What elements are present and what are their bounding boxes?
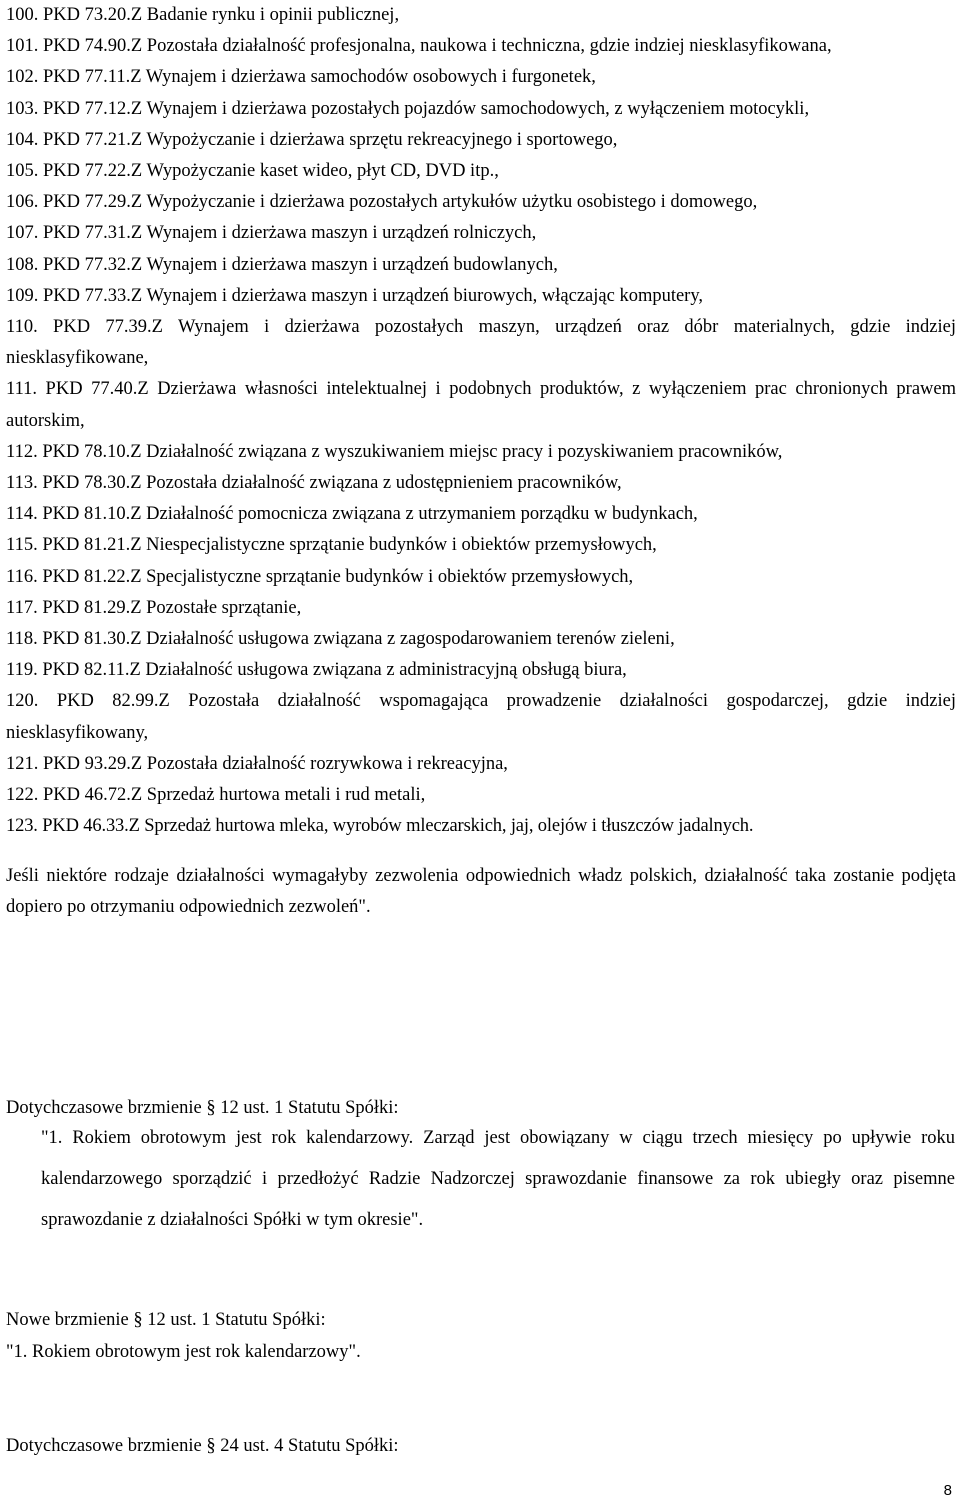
list-item: 109. PKD 77.33.Z Wynajem i dzierżawa maszyn i urządzeń biurowych, włączając komputery, xyxy=(6,285,704,306)
section-12-new-heading: Nowe brzmienie § 12 ust. 1 Statutu Spółki: xyxy=(6,1310,326,1330)
permits-paragraph: Jeśli niektóre rodzaje działalności wymagałyby zezwolenia odpowiednich władz polskich, działalność taka zostanie podjęta dopiero po otrzymaniu odpowiednich zezwoleń". xyxy=(6,866,956,918)
list-item: 113. PKD 78.30.Z Pozostała działalność związana z udostępnieniem pracowników, xyxy=(6,473,622,494)
list-item: 118. PKD 81.30.Z Działalność usługowa związana z zagospodarowaniem terenów zieleni, xyxy=(6,629,675,650)
list-item: 105. PKD 77.22.Z Wypożyczanie kaset wideo, płyt CD, DVD itp., xyxy=(6,161,499,182)
list-item: 103. PKD 77.12.Z Wynajem i dzierżawa pozostałych pojazdów samochodowych, z wyłączeniem motocykli, xyxy=(6,98,810,119)
list-item: 101. PKD 74.90.Z Pozostała działalność profesjonalna, naukowa i techniczna, gdzie indziej niesklasyfikowana, xyxy=(6,36,832,57)
list-item: 116. PKD 81.22.Z Specjalistyczne sprzątanie budynków i obiektów przemysłowych, xyxy=(6,566,634,587)
list-item: 108. PKD 77.32.Z Wynajem i dzierżawa maszyn i urządzeń budowlanych, xyxy=(6,254,558,275)
list-item: 102. PKD 77.11.Z Wynajem i dzierżawa samochodów osobowych i furgonetek, xyxy=(6,67,596,88)
list-item: 104. PKD 77.21.Z Wypożyczanie i dzierżawa sprzętu rekreacyjnego i sportowego, xyxy=(6,129,618,150)
list-item: 119. PKD 82.11.Z Działalność usługowa związana z administracyjną obsługą biura, xyxy=(6,660,627,681)
document-page xyxy=(6,0,956,923)
section-12-current-text: "1. Rokiem obrotowym jest rok kalendarzowy. Zarząd jest obowiązany w ciągu trzech miesięcy po upływie roku kalendarzowego sporządzić i przedłożyć Radzie Nadzorczej sprawozdanie finansowe za rok ubiegły oraz pisemne sprawozdanie z działalności Spółki w tym okresie". xyxy=(41,1128,955,1230)
list-item: 117. PKD 81.29.Z Pozostałe sprzątanie, xyxy=(6,597,302,618)
list-item: 114. PKD 81.10.Z Działalność pomocnicza związana z utrzymaniem porządku w budynkach, xyxy=(6,504,698,525)
list-item: 122. PKD 46.72.Z Sprzedaż hurtowa metali i rud metali, xyxy=(6,785,426,806)
list-item: 100. PKD 73.20.Z Badanie rynku i opinii publicznej, xyxy=(6,5,400,25)
list-item: 110. PKD 77.39.Z Wynajem i dzierżawa pozostałych maszyn, urządzeń oraz dóbr materialnych, gdzie indziej niesklasyfikowane, xyxy=(6,317,956,369)
section-24-current-heading: Dotychczasowe brzmienie § 24 ust. 4 Statutu Spółki: xyxy=(6,1436,399,1456)
section-12-current-heading: Dotychczasowe brzmienie § 12 ust. 1 Statutu Spółki: xyxy=(6,1098,399,1118)
list-item: 111. PKD 77.40.Z Dzierżawa własności intelektualnej i podobnych produktów, z wyłączeniem prac chronionych prawem autorskim, xyxy=(6,379,956,431)
page-number: 8 xyxy=(943,1482,952,1499)
list-item: 115. PKD 81.21.Z Niespecjalistyczne sprzątanie budynków i obiektów przemysłowych, xyxy=(6,535,657,556)
list-item: 121. PKD 93.29.Z Pozostała działalność rozrywkowa i rekreacyjna, xyxy=(6,753,508,774)
list-item: 120. PKD 82.99.Z Pozostała działalność wspomagająca prowadzenie działalności gospodarczej, gdzie indziej niesklasyfikowany, xyxy=(6,691,956,743)
list-item: 106. PKD 77.29.Z Wypożyczanie i dzierżawa pozostałych artykułów użytku osobistego i domowego, xyxy=(6,192,758,213)
list-item: 112. PKD 78.10.Z Działalność związana z wyszukiwaniem miejsc pracy i pozyskiwaniem pracowników, xyxy=(6,441,783,462)
activity-list xyxy=(6,0,956,842)
list-item: 107. PKD 77.31.Z Wynajem i dzierżawa maszyn i urządzeń rolniczych, xyxy=(6,223,537,244)
list-item: 123. PKD 46.33.Z Sprzedaż hurtowa mleka, wyrobów mleczarskich, jaj, olejów i tłuszczów jadalnych. xyxy=(6,816,754,837)
section-12-new-text: "1. Rokiem obrotowym jest rok kalendarzowy". xyxy=(6,1342,361,1362)
